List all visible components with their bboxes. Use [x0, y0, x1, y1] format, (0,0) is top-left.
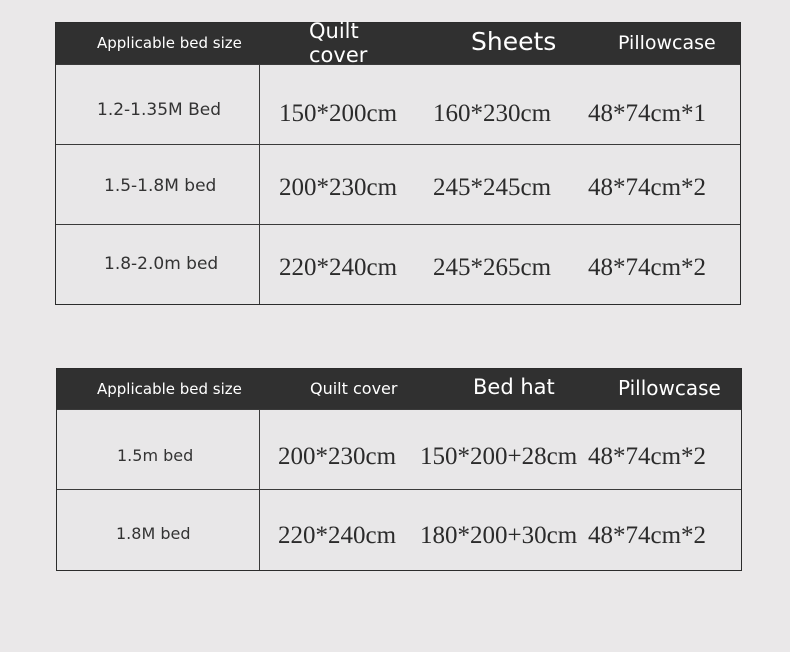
quilt-cover-cell: 220*240cm — [279, 254, 398, 281]
pillowcase-cell: 48*74cm*2 — [588, 174, 707, 201]
pillowcase-cell: 48*74cm*2 — [588, 443, 707, 470]
quilt-cover-cell: 200*230cm — [278, 443, 397, 470]
sheets-cell: 160*230cm — [433, 100, 552, 127]
bed-size-cell: 1.5m bed — [117, 446, 194, 465]
bed-size-cell: 1.8M bed — [116, 524, 191, 543]
sheets-cell: 245*245cm — [433, 174, 552, 201]
sheets-cell: 245*265cm — [433, 254, 552, 281]
bed-hat-cell: 150*200+28cm — [420, 443, 578, 470]
header-bed-hat: Bed hat — [473, 375, 555, 399]
bed-size-cell: 1.2-1.35M Bed — [97, 100, 222, 120]
table-row — [57, 489, 741, 570]
header-bed-size: Applicable bed size — [97, 34, 242, 52]
header-pillowcase: Pillowcase — [618, 376, 721, 400]
quilt-cover-cell: 200*230cm — [279, 174, 398, 201]
pillowcase-cell: 48*74cm*2 — [588, 254, 707, 281]
header-quilt-cover: Quilt cover — [310, 379, 398, 398]
quilt-cover-cell: 220*240cm — [278, 522, 397, 549]
header-pillowcase: Pillowcase — [618, 32, 716, 54]
header-bed-size: Applicable bed size — [97, 380, 242, 398]
table-header — [56, 19, 740, 67]
header-quilt-cover: Quilt cover — [309, 19, 368, 67]
table-row — [56, 64, 740, 145]
bed-size-cell: 1.5-1.8M bed — [104, 176, 217, 196]
table-header — [57, 369, 741, 409]
table-row — [57, 409, 741, 490]
quilt-cover-cell: 150*200cm — [279, 100, 398, 127]
table-row — [56, 224, 740, 305]
header-sheets: Sheets — [471, 27, 557, 56]
pillowcase-cell: 48*74cm*1 — [588, 100, 707, 127]
size-table-bed-hat — [56, 368, 742, 571]
table-row — [56, 144, 740, 225]
pillowcase-cell: 48*74cm*2 — [588, 522, 707, 549]
size-table-sheets — [55, 19, 741, 305]
bed-hat-cell: 180*200+30cm — [420, 522, 578, 549]
bed-size-cell: 1.8-2.0m bed — [104, 254, 219, 274]
